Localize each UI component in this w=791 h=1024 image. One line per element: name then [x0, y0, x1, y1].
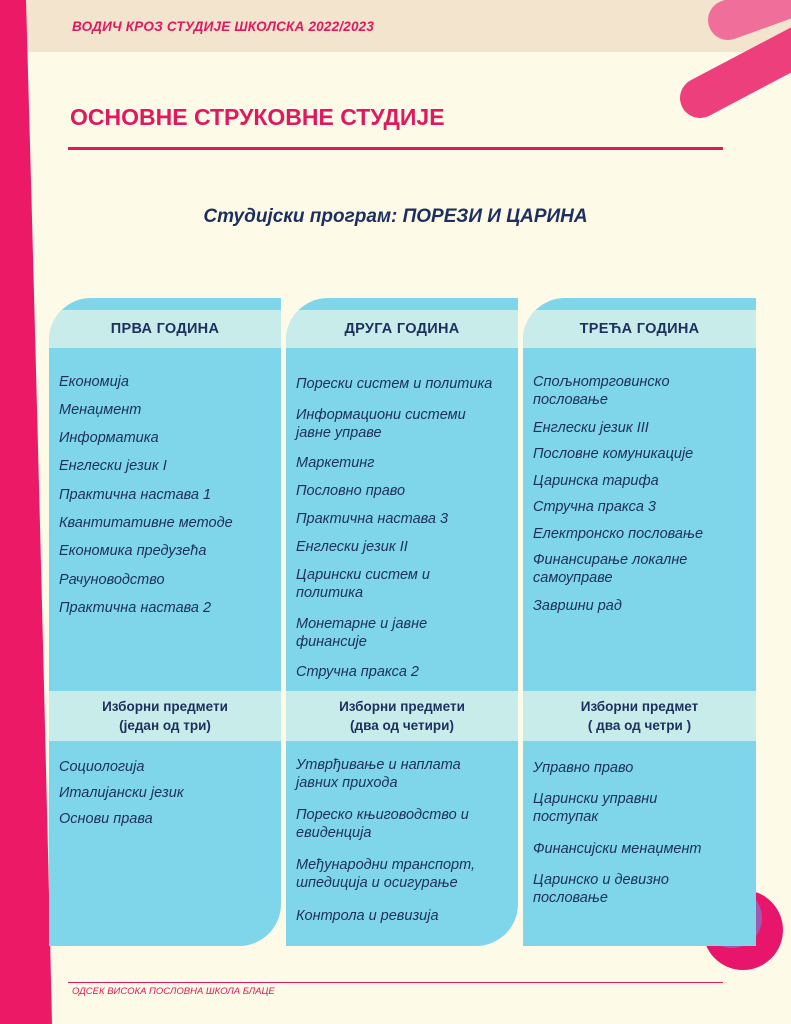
- elective-item: Пореско књиговодство и евиденција: [296, 807, 469, 841]
- elective-item: Контрола и ревизија: [296, 908, 439, 924]
- elective-item: Социологија: [59, 759, 145, 775]
- course-item: Царински систем и политика: [296, 567, 430, 601]
- course-item: Практична настава 3: [296, 511, 449, 527]
- elective-heading-line: Изборни предмет: [580, 699, 699, 714]
- footer-divider: [68, 982, 723, 983]
- year-column-3: [523, 298, 756, 946]
- elective-heading-line: (један од три): [119, 718, 211, 733]
- course-item: Информатика: [59, 430, 159, 446]
- elective-item: Међународни транспорт, шпедиција и осигурање: [296, 857, 476, 891]
- year-column-1: [49, 298, 281, 946]
- elective-item: Основи права: [59, 811, 153, 827]
- course-item: Економика предузећа: [59, 543, 207, 559]
- elective-heading-line: Изборни предмети: [339, 699, 465, 714]
- year-heading: ДРУГА ГОДИНА: [286, 310, 518, 348]
- year-heading: ТРЕЋА ГОДИНА: [523, 310, 756, 348]
- elective-heading: [49, 691, 281, 741]
- year-heading: ПРВА ГОДИНА: [49, 310, 281, 348]
- course-item: Информациони системи јавне управе: [296, 407, 466, 441]
- elective-item: Италијански језик: [59, 785, 184, 801]
- course-item: Енглески језик I: [59, 458, 167, 474]
- elective-heading-line: (два од четири): [350, 718, 454, 733]
- elective-item: Утврђивање и наплата јавних прихода: [296, 757, 461, 791]
- section-divider: [68, 147, 723, 150]
- elective-item: Управно право: [533, 760, 634, 776]
- course-item: Маркетинг: [296, 455, 375, 471]
- course-item: Монетарне и јавне финансије: [296, 616, 428, 650]
- course-item: Квантитативне методе: [59, 515, 233, 531]
- course-item: Пословно право: [296, 483, 406, 499]
- course-item: Финансирање локалне самоуправе: [533, 552, 688, 586]
- course-item: Енглески језик III: [533, 420, 649, 436]
- course-item: Енглески језик II: [296, 539, 408, 555]
- course-item: Царинска тарифа: [533, 473, 659, 489]
- course-item: Рачуноводство: [59, 572, 165, 588]
- elective-item: Финансијски менаџмент: [533, 841, 702, 857]
- elective-heading-line: ( два од четри ): [587, 718, 692, 733]
- course-item: Порески систем и политика: [296, 376, 493, 392]
- course-item: Стручна пракса 3: [533, 499, 656, 515]
- header-title: ВОДИЧ КРОЗ СТУДИЈЕ ШКОЛСКА 2022/2023: [72, 19, 375, 34]
- course-item: Практична настава 1: [59, 487, 212, 503]
- elective-item: Царински управни поступак: [533, 791, 658, 825]
- elective-heading: [523, 691, 756, 741]
- course-item: Завршни рад: [533, 598, 622, 614]
- year-column-2: [286, 298, 518, 946]
- program-title: Студијски програм: ПОРЕЗИ И ЦАРИНА: [203, 206, 588, 227]
- course-item: Практична настава 2: [59, 600, 212, 616]
- course-item: Стручна пракса 2: [296, 664, 419, 680]
- elective-heading-line: Изборни предмети: [102, 699, 228, 714]
- course-item: Економија: [59, 374, 129, 390]
- course-item: Електронско пословање: [533, 526, 704, 542]
- footer-text: ОДСЕК ВИСОКА ПОСЛОВНА ШКОЛА БЛАЦЕ: [72, 986, 275, 997]
- section-title: ОСНОВНЕ СТРУКОВНЕ СТУДИЈЕ: [70, 104, 445, 130]
- course-item: Спољнотрговинско пословање: [533, 374, 670, 408]
- elective-item: Царинско и девизно пословање: [533, 872, 669, 906]
- course-item: Пословне комуникације: [533, 446, 694, 462]
- elective-heading: [286, 691, 518, 741]
- course-item: Менаџмент: [59, 402, 142, 418]
